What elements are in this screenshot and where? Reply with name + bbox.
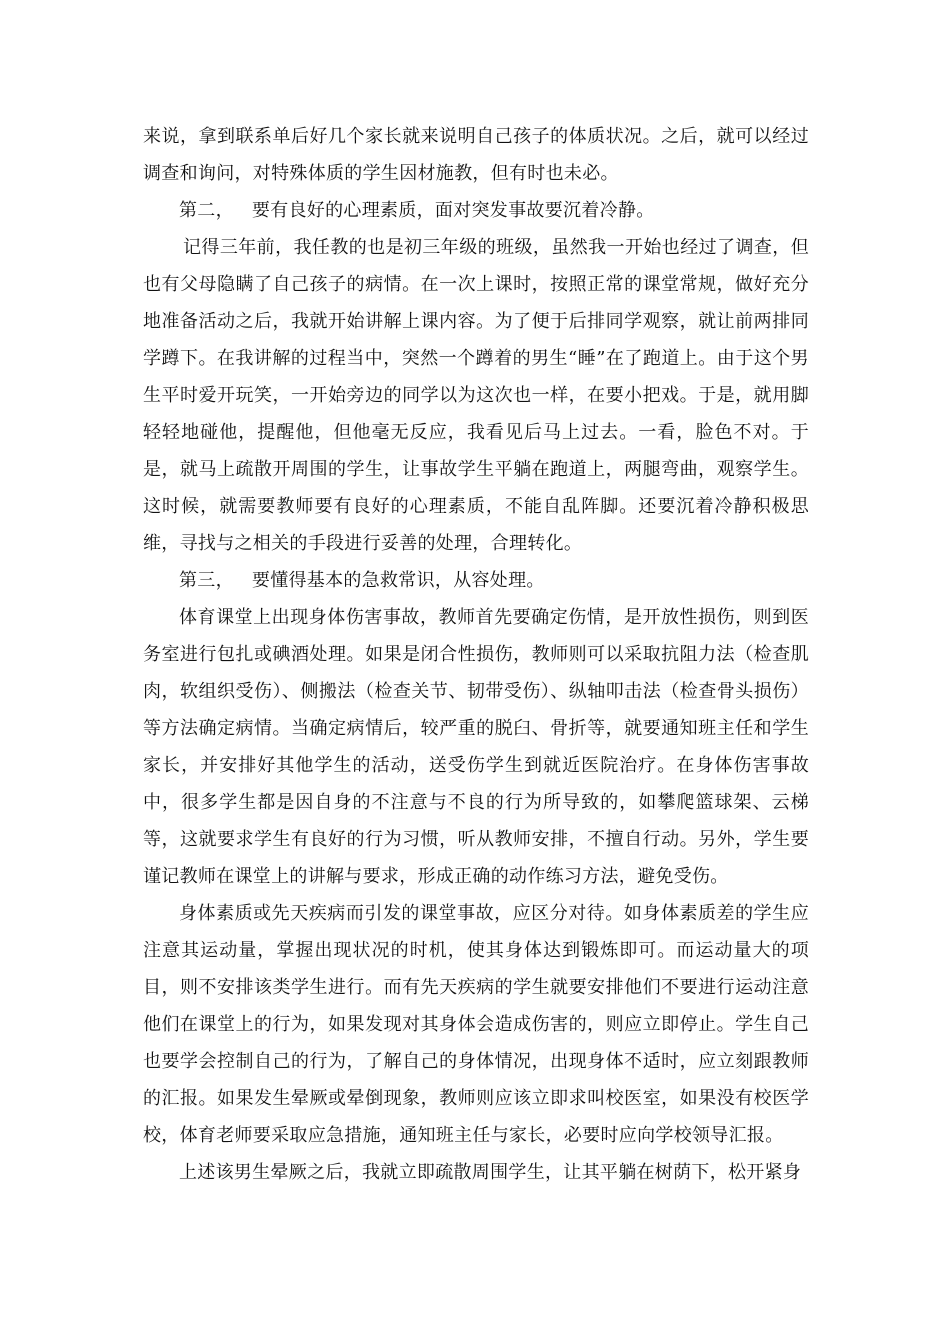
section-heading-text: 要懂得基本的急救常识，从容处理。: [251, 570, 545, 591]
paragraph-incident: 记得三年前，我任教的也是初三年级的班级，虽然我一开始也经过了调查，但也有父母隐瞒了自己孩子的病情。在一次上课时，按照正常的课堂常规，做好充分地准备活动之后，我就开始讲解上课内容。为了便于后排同学观察，就让前两排同学蹲下。在我讲解的过程当中，突然一个蹲着的男生“睡”在了跑道上。由于这个男生平时爱开玩笑，一开始旁边的同学以为这次也一样，在要小把戏。于是，就用脚轻轻地碰他，提醒他，但他毫无反应，我看见后马上过去。一看，脸色不对。于是，就马上疏散开周围的学生，让事故学生平躺在跑道上，两腿弯曲，观察学生。这时候，就需要教师要有良好的心理素质，不能自乱阵脚。还要沉着冷静积极思维，寻找与之相关的手段进行妥善的处理，合理转化。: [143, 237, 809, 554]
paragraph-physical-condition: 身体素质或先天疾病而引发的课堂事故，应区分对待。如身体素质差的学生应注意其运动量，掌握出现状况的时机，使其身体达到锻炼即可。而运动量大的项目，则不安排该类学生进行。而有先天疾病的学生就要安排他们不要进行运动注意他们在课堂上的行为，如果发现对其身体会造成伤害的，则应立即停止。学生自己也要学会控制自己的行为，了解自己的身体情况，出现身体不适时，应立刻跟教师的汇报。如果发生晕厥或晕倒现象，教师则应该立即求叫校医室，如果没有校医学校，体育老师要采取应急措施，通知班主任与家长，必要时应向学校领导汇报。: [143, 903, 809, 1146]
paragraph-continued: 来说，拿到联系单后好几个家长就来说明自己孩子的体质状况。之后，就可以经过调查和询问，对特殊体质的学生因材施教，但有时也未必。: [143, 126, 809, 184]
paragraph-follow-up: 上述该男生晕厥之后，我就立即疏散周围学生，让其平躺在树荫下，松开紧身: [179, 1162, 802, 1183]
section-heading-2: [143, 192, 809, 229]
section-number: 第二，: [179, 200, 234, 221]
document-body: [143, 118, 809, 1191]
paragraph-injury-handling: 体育课堂上出现身体伤害事故，教师首先要确定伤情，是开放性损伤，则到医务室进行包扎或碘酒处理。如果是闭合性损伤，教师则可以采取抗阻力法（检查肌肉，软组织受伤）、侧搬法（检查关节、韧带受伤）、纵轴叩击法（检查骨头损伤）等方法确定病情。当确定病情后，较严重的脱臼、骨折等，就要通知班主任和学生家长，并安排好其他学生的活动，送受伤学生到就近医院治疗。在身体伤害事故中，很多学生都是因自身的不注意与不良的行为所导致的，如攀爬篮球架、云梯等，这就要求学生有良好的行为习惯，听从教师安排，不擅自行动。另外，学生要谨记教师在课堂上的讲解与要求，形成正确的动作练习方法，避免受伤。: [143, 607, 809, 887]
section-heading-text: 要有良好的心理素质，面对突发事故要沉着冷静。: [251, 200, 655, 221]
section-heading-3: [143, 562, 809, 599]
section-number: 第三，: [179, 570, 234, 591]
